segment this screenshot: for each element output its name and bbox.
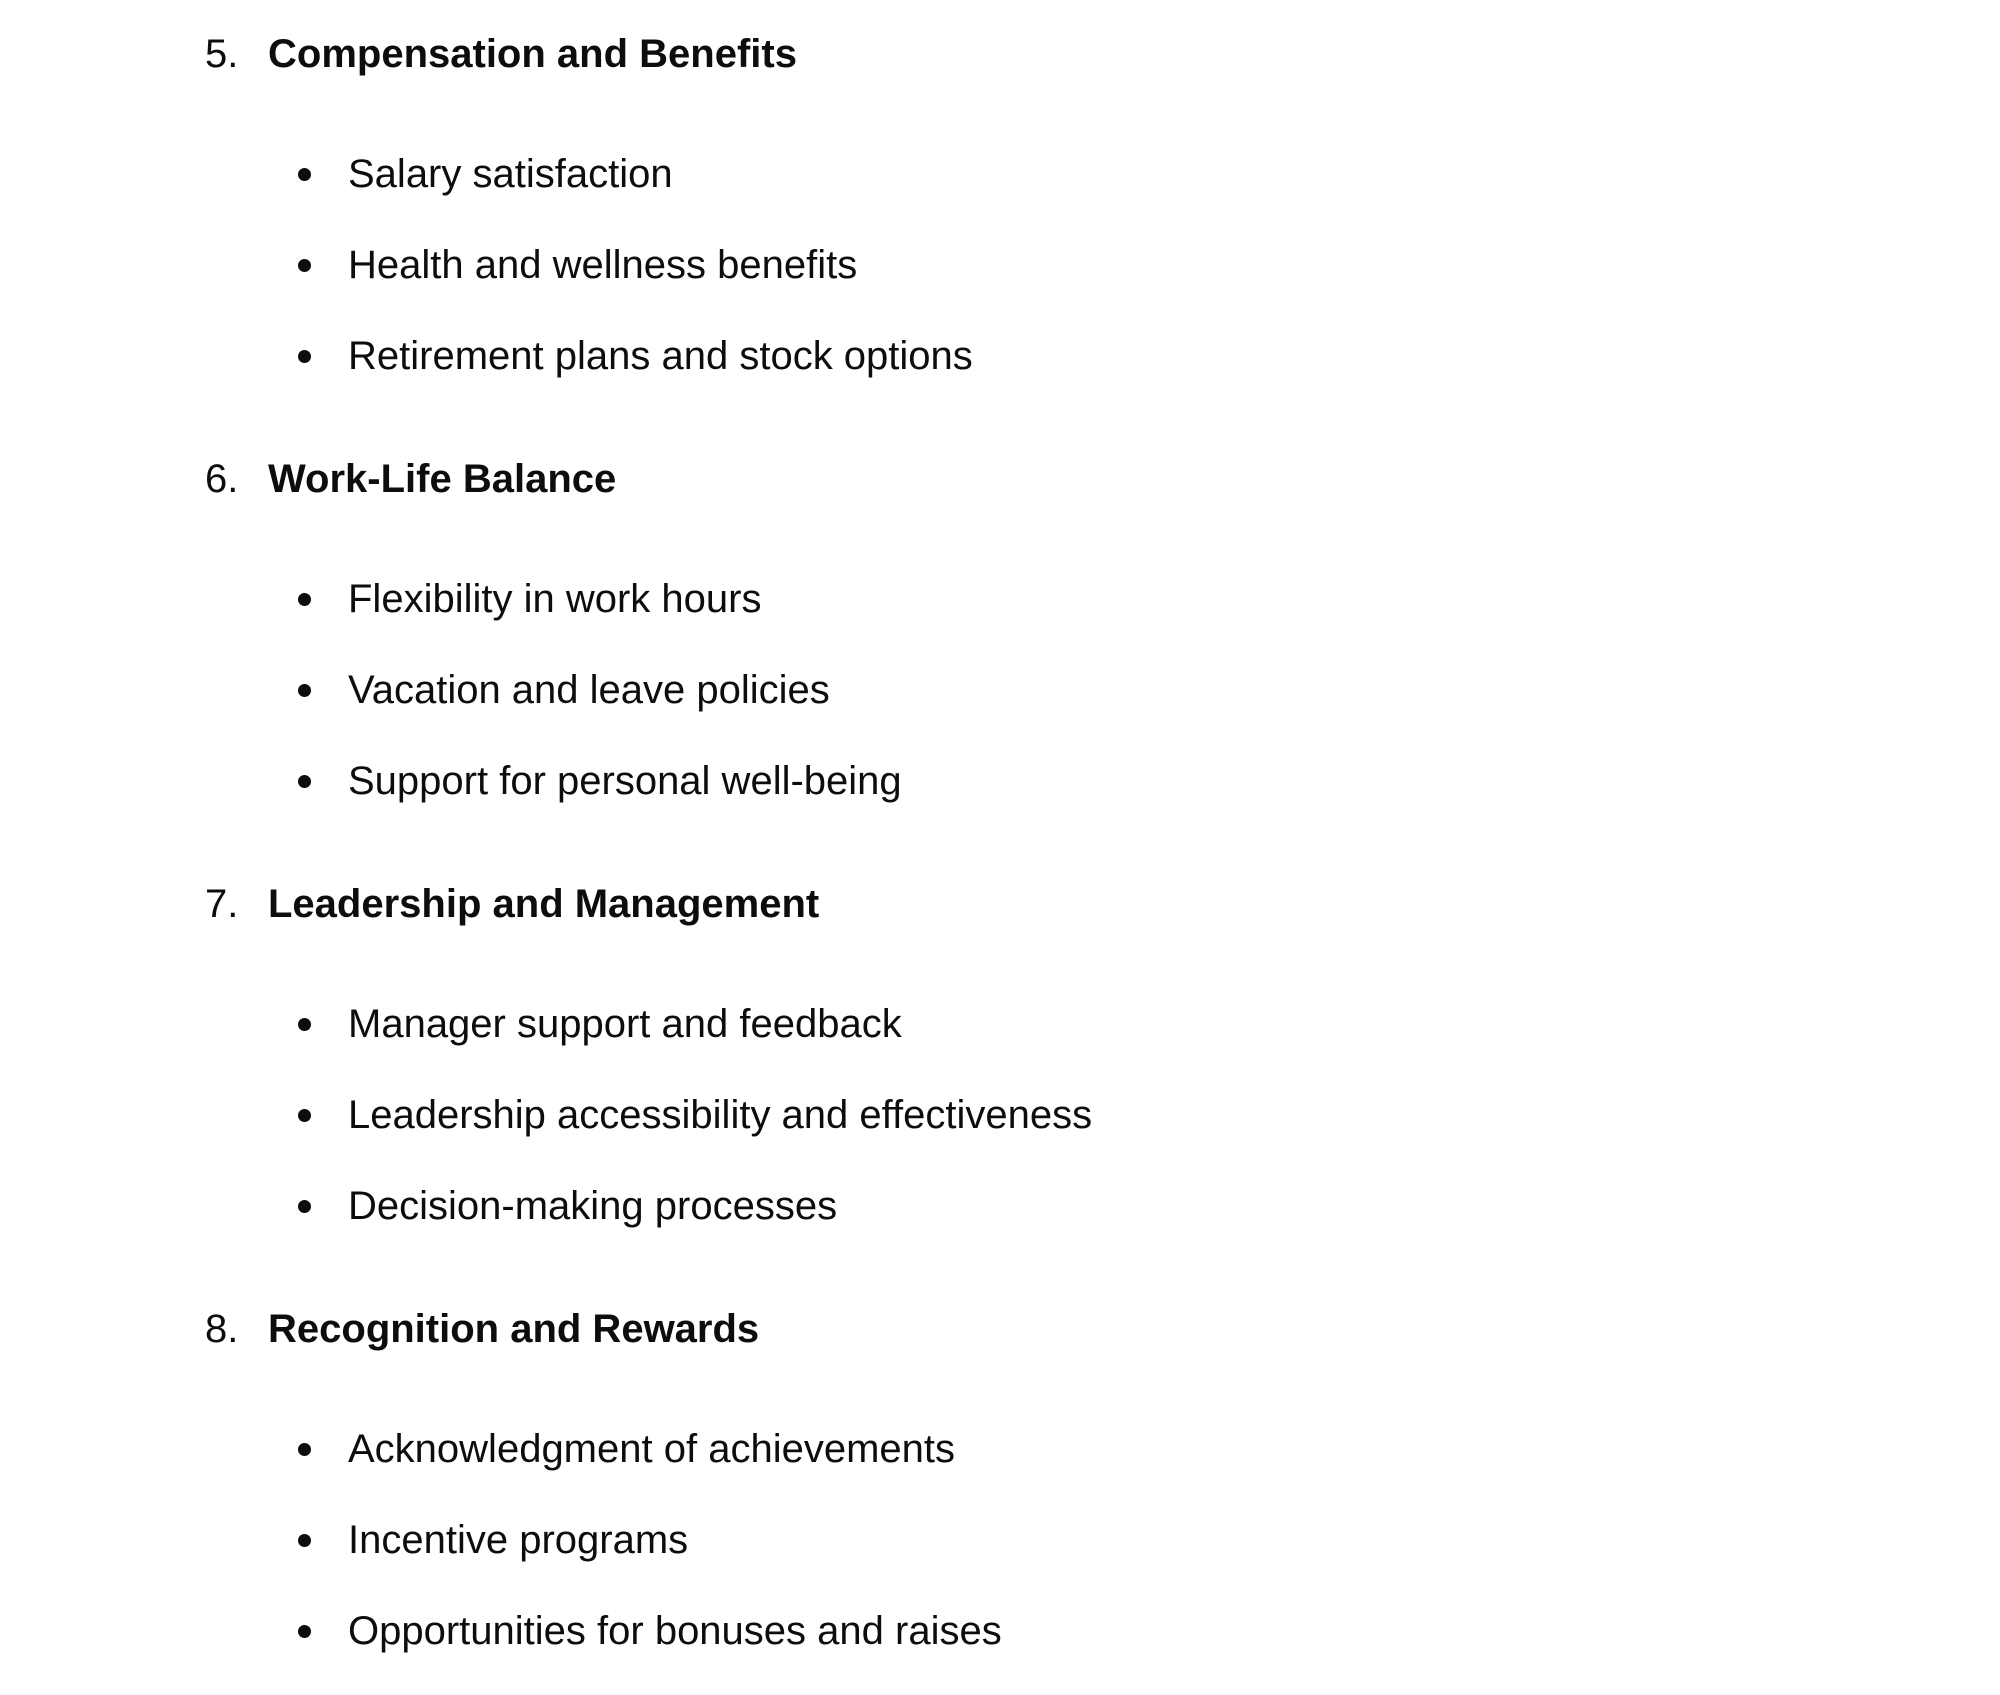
list-item-text: Health and wellness benefits: [348, 243, 858, 287]
bullet-icon: [298, 1200, 311, 1213]
bullet-icon: [298, 775, 311, 788]
section-title: Leadership and Management: [268, 882, 820, 926]
section-title: Recognition and Rewards: [268, 1307, 760, 1351]
bullet-icon: [298, 1534, 311, 1547]
list-item-text: Opportunities for bonuses and raises: [348, 1609, 1002, 1653]
section-heading: [205, 1299, 759, 1359]
section-number: 7.: [205, 882, 239, 926]
list-item-text: Acknowledgment of achievements: [348, 1427, 955, 1471]
bullet-icon: [298, 350, 311, 363]
list-item-text: Vacation and leave policies: [348, 668, 830, 712]
list-item-text: Incentive programs: [348, 1518, 689, 1562]
section-heading: [205, 449, 616, 509]
section-title: Work-Life Balance: [268, 457, 617, 501]
bullet-icon: [298, 168, 311, 181]
section-title: Compensation and Benefits: [268, 32, 797, 76]
bullet-icon: [298, 1109, 311, 1122]
list-item-text: Flexibility in work hours: [348, 577, 762, 621]
bullet-icon: [298, 684, 311, 697]
section-number: 5.: [205, 32, 239, 76]
list-item-text: Support for personal well-being: [348, 759, 902, 803]
list-item-text: Manager support and feedback: [348, 1002, 902, 1046]
section-number: 8.: [205, 1307, 239, 1351]
bullet-icon: [298, 593, 311, 606]
section-number: 6.: [205, 457, 239, 501]
bullet-icon: [298, 1625, 311, 1638]
section-heading: [205, 24, 797, 84]
bullet-icon: [298, 1443, 311, 1456]
list-item-text: Retirement plans and stock options: [348, 334, 973, 378]
list-item-text: Salary satisfaction: [348, 152, 673, 196]
bullet-icon: [298, 259, 311, 272]
section-heading: [205, 874, 819, 934]
list-item-text: Decision-making processes: [348, 1184, 838, 1228]
bullet-icon: [298, 1018, 311, 1031]
list-item-text: Leadership accessibility and effectiveness: [348, 1093, 1093, 1137]
